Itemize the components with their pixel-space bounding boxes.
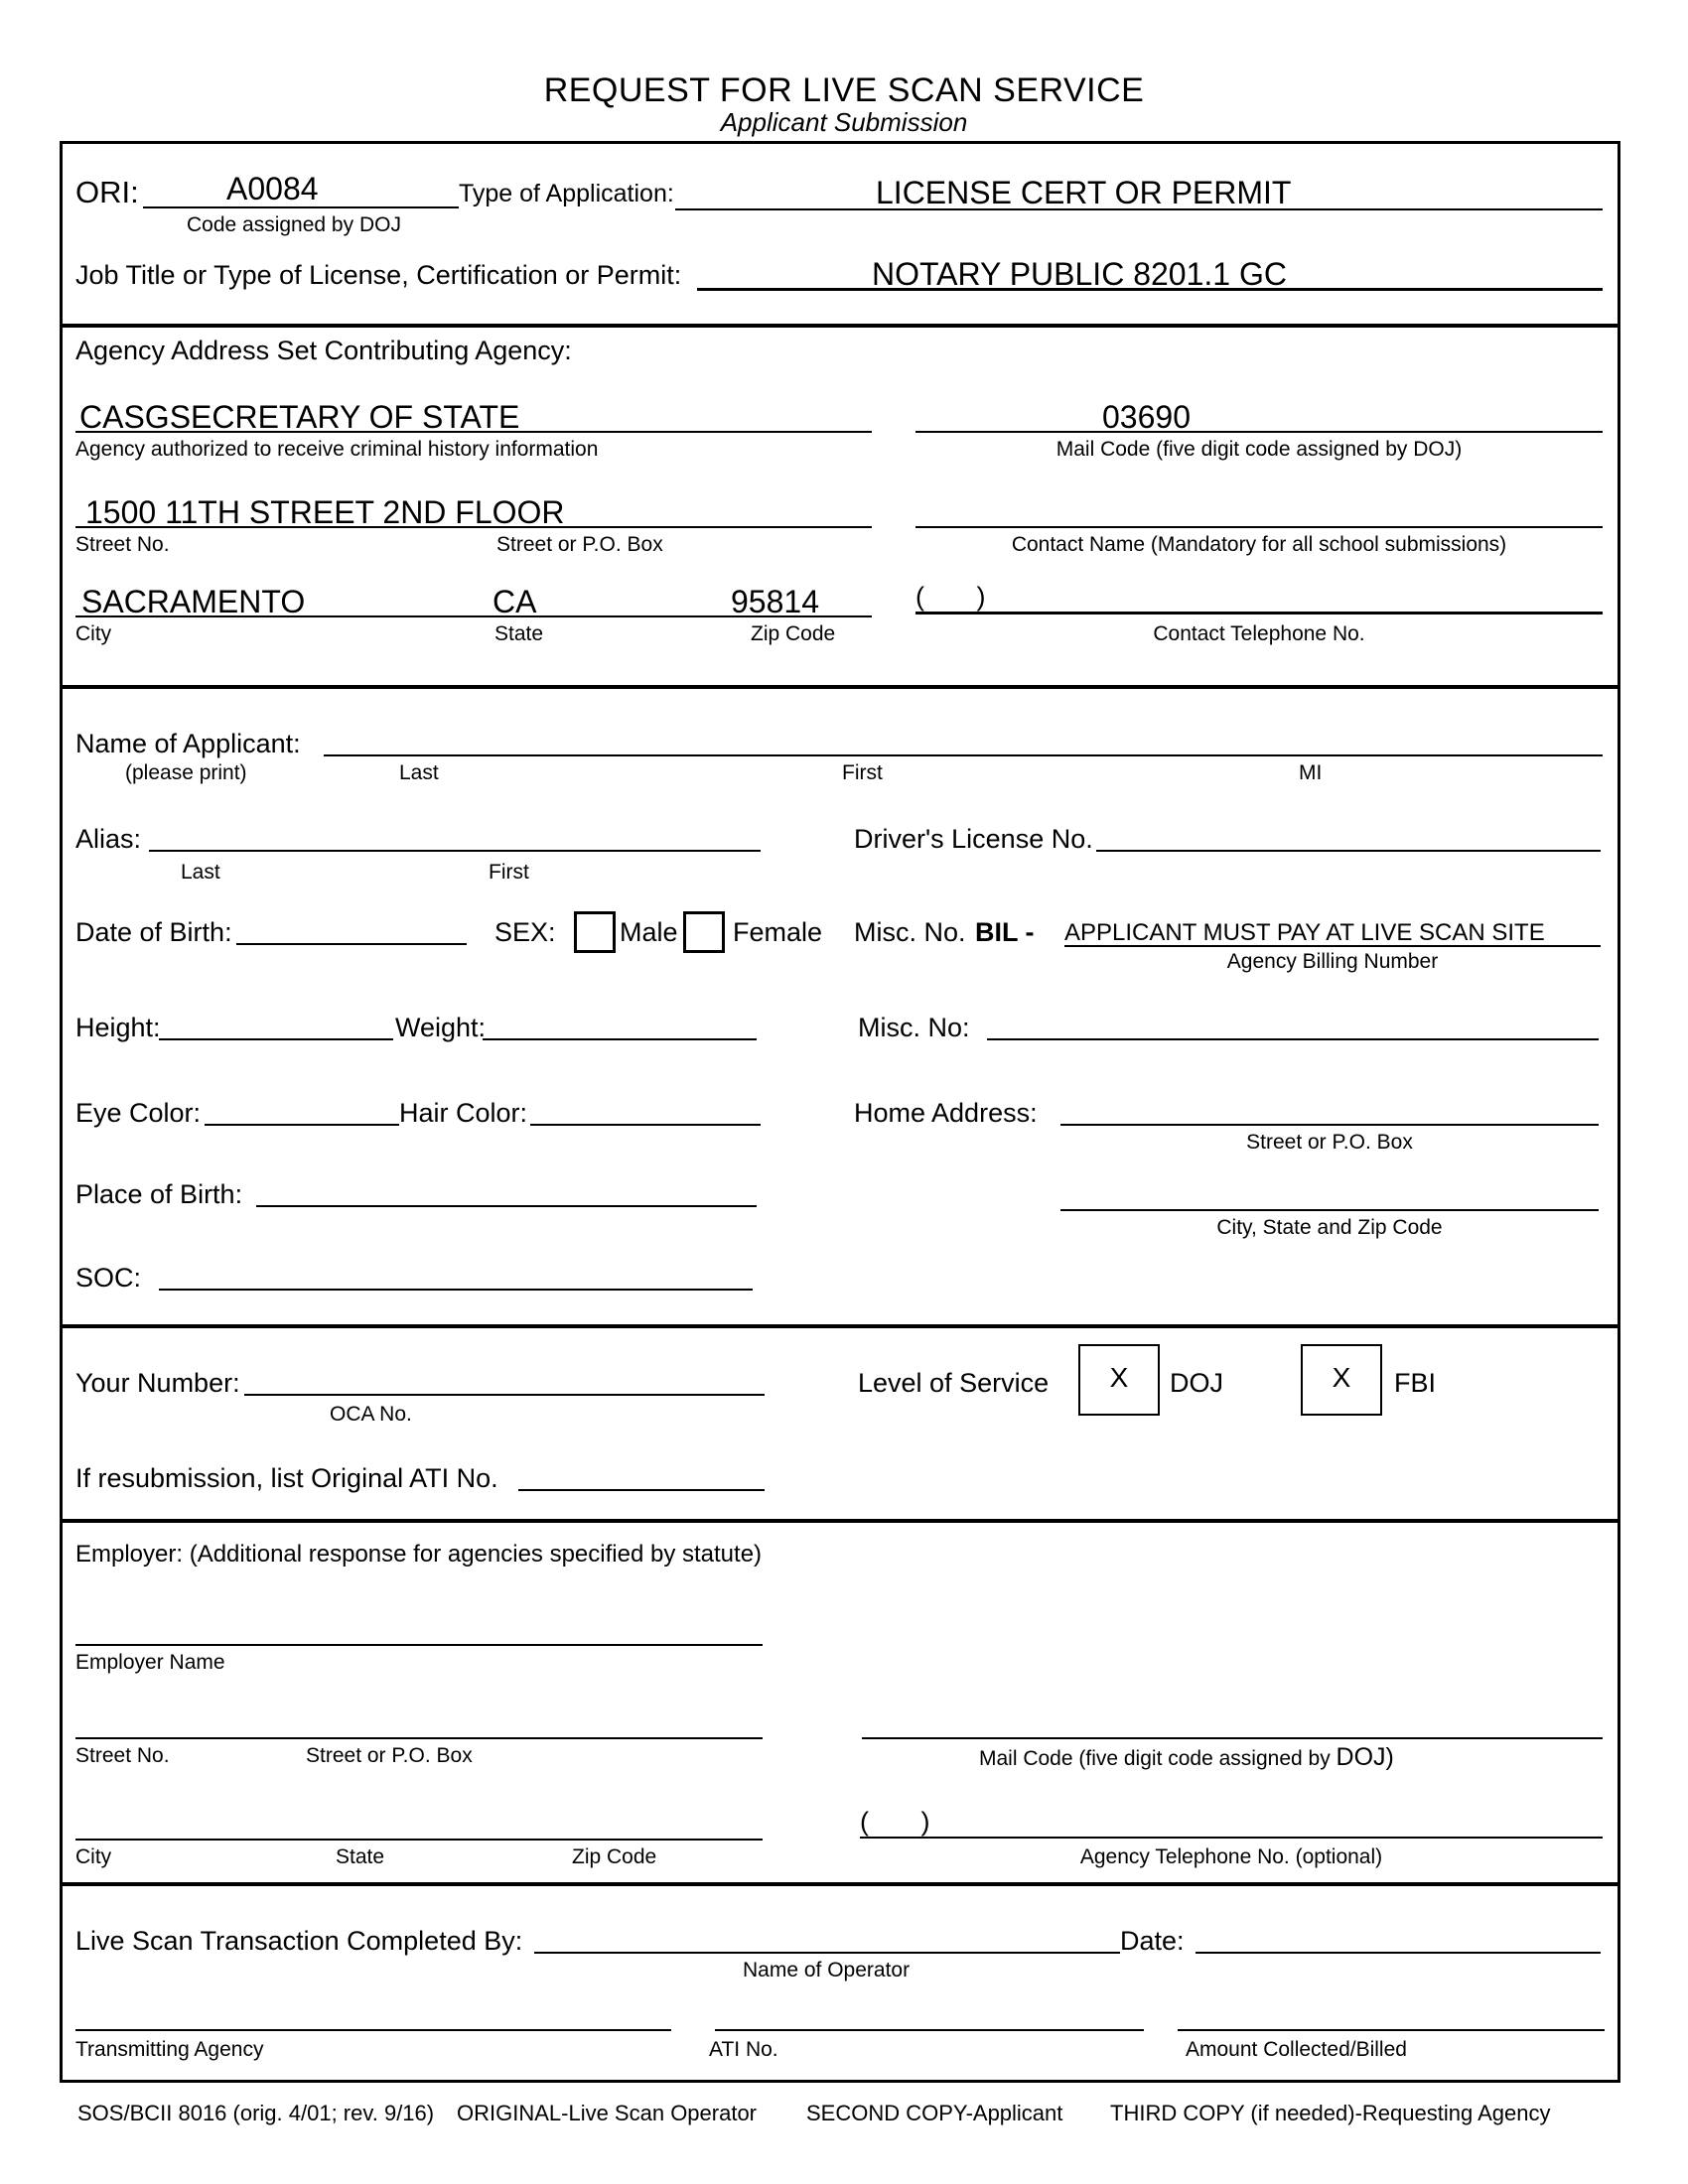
home-city-caption: City, State and Zip Code — [1216, 1216, 1443, 1239]
male-checkbox[interactable] — [574, 911, 616, 953]
ati-no-input[interactable] — [715, 2029, 1144, 2031]
agency-name-value[interactable]: CASGSECRETARY OF STATE — [79, 399, 520, 435]
employer-mail-code-caption — [979, 1745, 1394, 1770]
employer-mail-code-caption-doj: DOJ) — [1336, 1743, 1394, 1771]
eye-color-input[interactable] — [205, 1124, 399, 1126]
job-title-underline — [697, 288, 1603, 291]
employer-city-caption: City — [75, 1845, 112, 1868]
fbi-checkbox[interactable]: X — [1301, 1344, 1382, 1416]
date-input[interactable] — [1196, 1952, 1601, 1954]
alias-input[interactable] — [149, 850, 761, 852]
employer-street-no-caption: Street No. — [75, 1744, 170, 1767]
your-number-input[interactable] — [244, 1394, 765, 1396]
contact-phone-caption: Contact Telephone No. — [1153, 622, 1365, 645]
soc-input[interactable] — [159, 1289, 753, 1291]
employer-mail-code-input[interactable] — [862, 1737, 1603, 1739]
applicant-first-caption: First — [842, 761, 883, 784]
oca-caption: OCA No. — [330, 1403, 412, 1426]
fbi-label: FBI — [1394, 1368, 1437, 1398]
sex-label: SEX: — [494, 917, 556, 947]
amount-input[interactable] — [1178, 2029, 1605, 2031]
employer-street-input[interactable] — [75, 1737, 763, 1739]
agency-name-caption: Agency authorized to receive criminal history information — [75, 438, 599, 461]
job-title-label: Job Title or Type of License, Certification or Permit: — [75, 260, 682, 290]
completed-by-label: Live Scan Transaction Completed By: — [75, 1926, 523, 1956]
section-divider — [60, 685, 1620, 689]
contact-name-caption: Contact Name (Mandatory for all school submissions) — [1011, 533, 1507, 556]
form-subtitle: Applicant Submission — [720, 107, 968, 137]
doj-label: DOJ — [1170, 1368, 1223, 1398]
female-checkbox[interactable] — [683, 911, 725, 953]
section-divider — [60, 1882, 1620, 1886]
agency-street-no-caption: Street No. — [75, 533, 170, 556]
form-title: REQUEST FOR LIVE SCAN SERVICE — [543, 71, 1145, 109]
level-of-service-label: Level of Service — [858, 1368, 1050, 1398]
drivers-license-input[interactable] — [1096, 850, 1601, 852]
footer-third-copy: THIRD COPY (if needed)-Requesting Agency — [1110, 2101, 1551, 2125]
drivers-license-label: Driver's License No. — [854, 824, 1093, 854]
transmitting-agency-input[interactable] — [75, 2029, 671, 2031]
contact-name-underline — [915, 526, 1603, 528]
weight-input[interactable] — [483, 1038, 757, 1040]
mail-code-caption: Mail Code (five digit code assigned by DOJ) — [1055, 438, 1463, 461]
agency-street-underline — [75, 526, 872, 528]
operator-name-caption: Name of Operator — [743, 1959, 911, 1981]
application-type-value[interactable]: LICENSE CERT OR PERMIT — [876, 175, 1292, 210]
agency-city-caption: City — [75, 622, 112, 645]
application-type-label: Type of Application: — [459, 180, 674, 207]
home-street-caption: Street or P.O. Box — [1246, 1131, 1413, 1154]
date-label: Date: — [1120, 1926, 1185, 1956]
applicant-mi-caption: MI — [1299, 761, 1323, 784]
employer-heading: Employer: (Additional response for agencies specified by statute) — [75, 1541, 763, 1568]
height-input[interactable] — [159, 1038, 393, 1040]
hair-color-input[interactable] — [530, 1124, 761, 1126]
hair-color-label: Hair Color: — [399, 1098, 528, 1128]
employer-phone-parens: ( ) — [860, 1807, 930, 1837]
alias-first-caption: First — [489, 861, 529, 884]
agency-street-caption: Street or P.O. Box — [496, 533, 663, 556]
footer-second-copy: SECOND COPY-Applicant — [806, 2101, 1063, 2125]
please-print-caption: (please print) — [125, 761, 247, 784]
amount-caption: Amount Collected/Billed — [1186, 2038, 1407, 2061]
misc-no-label: Misc. No. — [854, 917, 966, 947]
applicant-last-caption: Last — [399, 761, 439, 784]
agency-zip-value[interactable]: 95814 — [731, 584, 819, 619]
billing-number-value[interactable]: APPLICANT MUST PAY AT LIVE SCAN SITE — [1064, 919, 1545, 946]
weight-label: Weight: — [395, 1013, 487, 1042]
ori-caption: Code assigned by DOJ — [187, 213, 401, 236]
footer-form-id: SOS/BCII 8016 (orig. 4/01; rev. 9/16) — [77, 2101, 435, 2125]
agency-zip-caption: Zip Code — [751, 622, 836, 645]
applicant-name-input[interactable] — [324, 754, 1603, 756]
section-divider — [60, 1324, 1620, 1328]
section-divider — [60, 1519, 1620, 1523]
mail-code-value[interactable]: 03690 — [1102, 399, 1191, 435]
employer-state-caption: State — [336, 1845, 385, 1868]
billing-number-underline — [1064, 945, 1601, 947]
eye-color-label: Eye Color: — [75, 1098, 202, 1128]
job-title-value[interactable]: NOTARY PUBLIC 8201.1 GC — [872, 256, 1287, 292]
agency-name-underline — [75, 431, 872, 433]
employer-name-caption: Employer Name — [75, 1651, 225, 1674]
section-divider — [60, 324, 1620, 328]
resubmission-input[interactable] — [518, 1489, 765, 1491]
ati-no-caption: ATI No. — [709, 2038, 778, 2061]
employer-zip-caption: Zip Code — [572, 1845, 657, 1868]
dob-label: Date of Birth: — [75, 917, 232, 947]
ori-label: ORI: — [75, 175, 139, 209]
female-label: Female — [733, 917, 823, 947]
agency-street-value[interactable]: 1500 11TH STREET 2ND FLOOR — [85, 494, 565, 530]
employer-phone-input[interactable] — [860, 1837, 1603, 1839]
agency-state-caption: State — [494, 622, 544, 645]
home-street-input[interactable] — [1060, 1124, 1599, 1126]
your-number-label: Your Number: — [75, 1368, 240, 1398]
bil-label: BIL - — [975, 917, 1035, 947]
application-type-underline — [675, 208, 1603, 210]
height-label: Height: — [75, 1013, 161, 1042]
employer-phone-caption: Agency Telephone No. (optional) — [1079, 1845, 1383, 1868]
applicant-name-label: Name of Applicant: — [75, 729, 301, 758]
transmitting-agency-caption: Transmitting Agency — [75, 2038, 264, 2061]
misc-no-2-label: Misc. No: — [858, 1013, 970, 1042]
ori-underline — [143, 206, 459, 208]
doj-checkbox[interactable]: X — [1078, 1344, 1160, 1416]
operator-name-input[interactable] — [534, 1952, 1120, 1954]
soc-label: SOC: — [75, 1263, 142, 1293]
agency-city-underline — [75, 615, 872, 617]
place-of-birth-label: Place of Birth: — [75, 1179, 243, 1209]
billing-number-caption: Agency Billing Number — [1226, 950, 1439, 973]
employer-mail-code-caption-text: Mail Code (five digit code assigned by — [979, 1747, 1331, 1770]
home-city-input[interactable] — [1060, 1209, 1599, 1211]
agency-state-value[interactable]: CA — [492, 584, 537, 619]
male-label: Male — [620, 917, 678, 947]
dob-input[interactable] — [236, 943, 467, 945]
agency-heading: Agency Address Set Contributing Agency: — [75, 336, 572, 365]
alias-last-caption: Last — [181, 861, 220, 884]
employer-name-input[interactable] — [75, 1644, 763, 1646]
resubmission-label: If resubmission, list Original ATI No. — [75, 1463, 498, 1493]
contact-phone-parens: ( ) — [915, 582, 986, 612]
ori-value[interactable]: A0084 — [226, 171, 319, 206]
agency-city-value[interactable]: SACRAMENTO — [81, 584, 306, 619]
contact-phone-underline[interactable] — [915, 612, 1603, 614]
place-of-birth-input[interactable] — [256, 1205, 757, 1207]
mail-code-underline — [915, 431, 1603, 433]
alias-label: Alias: — [75, 824, 142, 854]
misc-no-2-input[interactable] — [987, 1038, 1599, 1040]
employer-city-input[interactable] — [75, 1839, 763, 1841]
home-address-label: Home Address: — [854, 1098, 1038, 1128]
footer-original-copy: ORIGINAL-Live Scan Operator — [457, 2101, 758, 2125]
employer-street-caption: Street or P.O. Box — [306, 1744, 473, 1767]
